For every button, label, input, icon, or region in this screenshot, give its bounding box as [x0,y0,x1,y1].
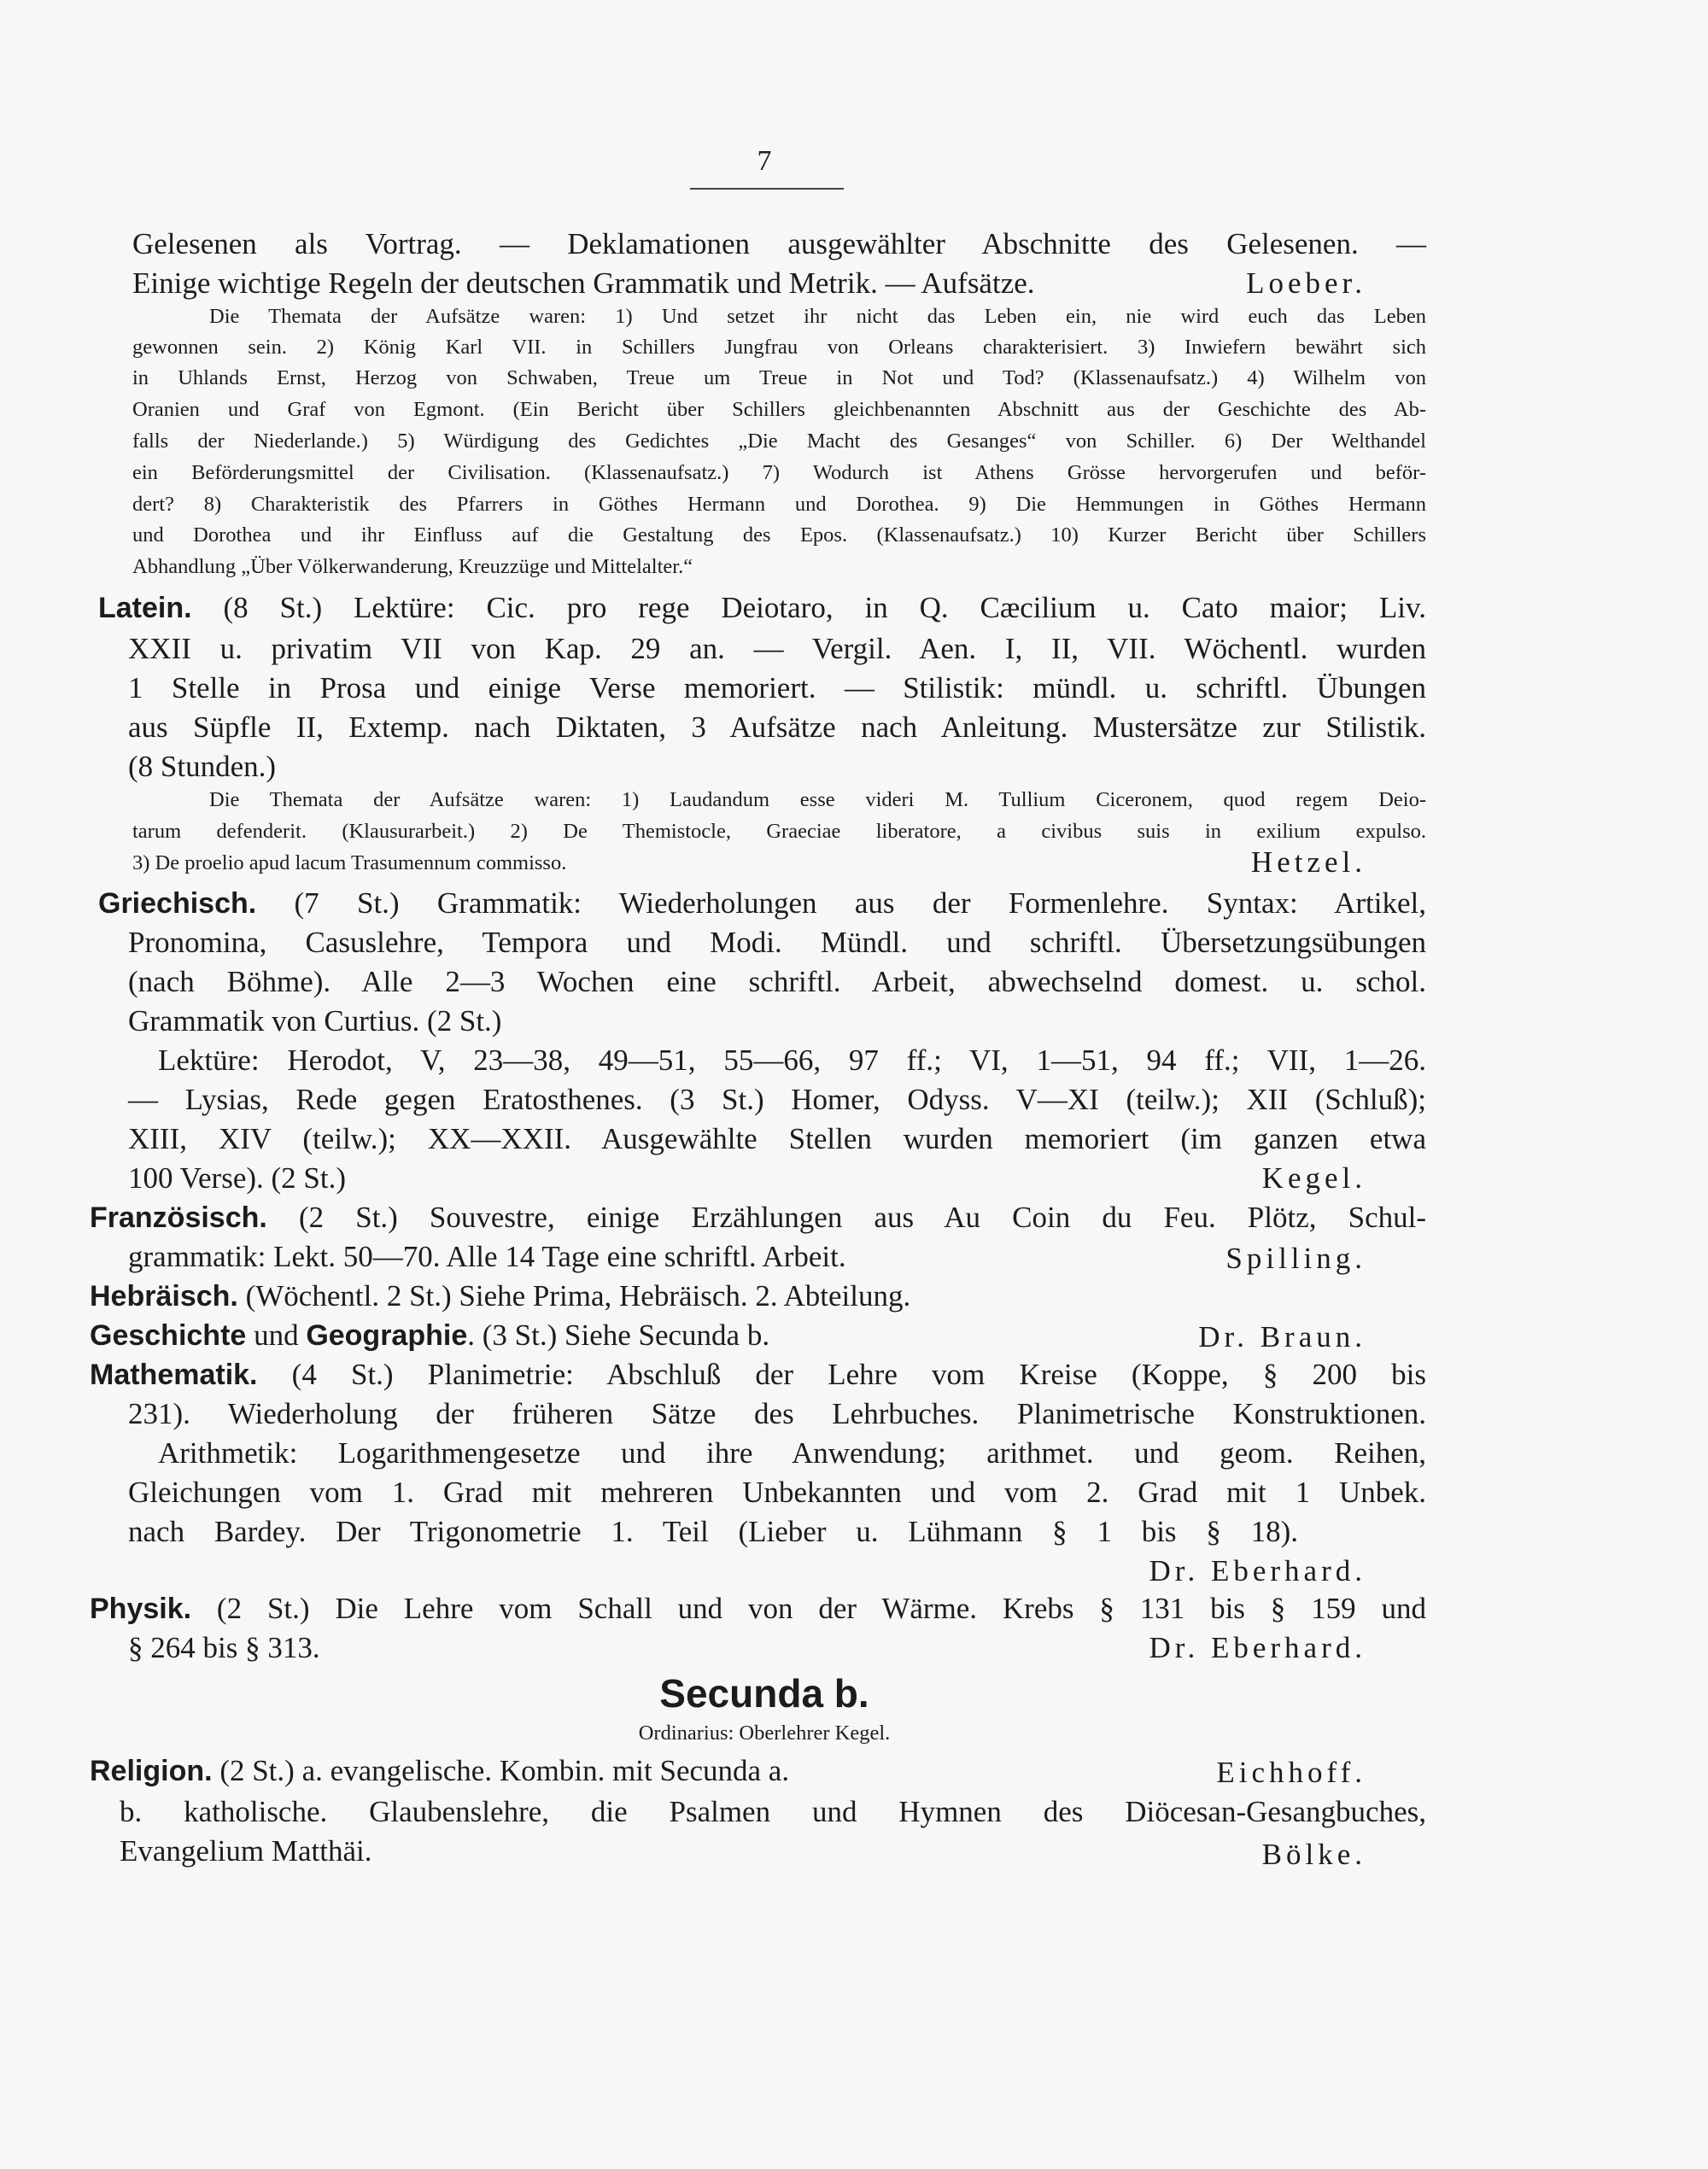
essay-topics-line: Oranien und Graf von Egmont. (Ein Bericht über Schillers gleichbenannten Abschnitt aus der Geschichte des Ab- [132,398,1426,421]
subject-heading: Physik. [90,1593,192,1625]
subject-franzoesisch: Französisch. (2 St.) Souvestre, einige Erzählungen aus Au Coin du Feu. Plötz, Schul- [90,1201,1426,1234]
text-line: 1 Stelle in Prosa und einige Verse memoriert. — Stilistik: mündl. u. schriftl. Übungen [128,671,1426,704]
essay-topics-line: ein Beförderungsmittel der Civilisation. (Klassenaufsatz.) 7) Wodurch ist Athens Grösse hervorgerufen und beför- [132,461,1426,484]
subject-latein: Latein. (8 St.) Lektüre: Cic. pro rege Deiotaro, in Q. Cæcilium u. Cato maior; Liv. [98,591,1426,624]
essay-topics-line: Die Themata der Aufsätze waren: 1) Und setzet ihr nicht das Leben ein, nie wird euch das Leben [209,305,1426,328]
teacher-name: Kegel. [1261,1161,1366,1195]
teacher-name: Dr. Eberhard. [1149,1631,1366,1664]
teacher-name: Loeber. [1246,266,1366,300]
teacher-name: Hetzel. [1250,845,1366,879]
page-number-rule [690,188,844,190]
subject-heading: Mathematik. [90,1359,258,1391]
essay-topics-line: Abhandlung „Über Völkerwanderung, Kreuzzüge und Mittelalter.“ [132,555,693,578]
essay-topics-line: 3) De proelio apud lacum Trasumennum commisso. [132,851,567,874]
subject-heading: Geschichte [90,1319,247,1352]
essay-topics-line: und Dorothea und ihr Einfluss auf die Gestaltung des Epos. (Klassenaufsatz.) 10) Kurzer Bericht über Schillers [132,523,1426,547]
subject-heading: Latein. [98,592,192,624]
text-line: 231). Wiederholung der früheren Sätze des Lehrbuches. Planimetrische Konstruktionen. [128,1397,1426,1430]
teacher-name: Spilling. [1225,1242,1366,1275]
text-line: Gelesenen als Vortrag. — Deklamationen ausgewählter Abschnitte des Gelesenen. — [132,227,1426,260]
text-line: 100 Verse). (2 St.) [128,1161,347,1195]
subject-heading: Hebräisch. [90,1280,238,1313]
teacher-name: Dr. Eberhard. [1149,1554,1366,1587]
subject-physik: Physik. (2 St.) Die Lehre vom Schall und von der Wärme. Krebs § 131 bis § 159 und [90,1592,1426,1625]
page-number: 7 [757,145,772,177]
essay-topics-line: falls der Niederlande.) 5) Würdigung des Gedichtes „Die Macht des Gesanges“ von Schiller. 6) Der Welthandel [132,430,1426,453]
text-line: XXII u. privatim VII von Kap. 29 an. — Vergil. Aen. I, II, VII. Wöchentl. wurden [128,632,1426,665]
subject-mathematik: Mathematik. (4 St.) Planimetrie: Abschluß der Lehre vom Kreise (Koppe, § 200 bis [90,1358,1426,1391]
text-line: aus Süpfle II, Extemp. nach Diktaten, 3 Aufsätze nach Anleitung. Mustersätze zur Stilistik. [128,710,1426,744]
essay-topics-line: tarum defenderit. (Klausurarbeit.) 2) De Themistocle, Graeciae liberatore, a civibus suis in exilium expulso. [132,820,1426,843]
subject-heading: Griechisch. [98,887,257,920]
text-line: Arithmetik: Logarithmengesetze und ihre Anwendung; arithmet. und geom. Reihen, [158,1436,1426,1470]
teacher-name: Dr. Braun. [1198,1320,1366,1353]
section-heading-secunda-b: Secunda b. [659,1671,869,1716]
subject-heading: Religion. [90,1755,213,1787]
text-line: XIII, XIV (teilw.); XX—XXII. Ausgewählte Stellen wurden memoriert (im ganzen etwa [128,1122,1426,1155]
subject-griechisch: Griechisch. (7 St.) Grammatik: Wiederholungen aus der Formenlehre. Syntax: Artikel, [98,886,1426,920]
text-line: Pronomina, Casuslehre, Tempora und Modi. Mündl. und schriftl. Übersetzungsübungen [128,926,1426,959]
subject-religion: Religion. (2 St.) a. evangelische. Kombin. mit Secunda a. [90,1754,790,1787]
text-line: b. katholische. Glaubenslehre, die Psalmen und Hymnen des Diöcesan-Gesangbuches, [120,1795,1426,1828]
text-line: nach Bardey. Der Trigonometrie 1. Teil (Lieber u. Lühmann § 1 bis § 18). [128,1515,1298,1548]
ordinarius-line: Ordinarius: Oberlehrer Kegel. [638,1722,891,1745]
text-line: grammatik: Lekt. 50—70. Alle 14 Tage eine schriftl. Arbeit. [128,1240,846,1273]
subject-heading: Geographie [306,1319,468,1352]
teacher-name: Eichhoff. [1216,1756,1366,1789]
essay-topics-line: gewonnen sein. 2) König Karl VII. in Schillers Jungfrau von Orleans charakterisiert. 3) Inwiefern bewährt sich [132,336,1426,359]
subject-geschichte-geographie: Geschichte und Geographie. (3 St.) Siehe Secunda b. [90,1318,770,1352]
text-line: § 264 bis § 313. [128,1631,320,1664]
essay-topics-line: in Uhlands Ernst, Herzog von Schwaben, Treue um Treue in Not und Tod? (Klassenaufsatz.) 4) Wilhelm von [132,366,1426,389]
text-line: (nach Böhme). Alle 2—3 Wochen eine schriftl. Arbeit, abwechselnd domest. u. schol. [128,965,1426,998]
teacher-name: Bölke. [1261,1838,1366,1871]
text-line: (8 Stunden.) [128,750,277,783]
essay-topics-line: dert? 8) Charakteristik des Pfarrers in Göthes Hermann und Dorothea. 9) Die Hemmungen in Göthes Hermann [132,493,1426,516]
text-line: Gleichungen vom 1. Grad mit mehreren Unbekannten und vom 2. Grad mit 1 Unbek. [128,1476,1426,1509]
text-line: Einige wichtige Regeln der deutschen Grammatik und Metrik. — Aufsätze. [132,266,1035,300]
text-line: — Lysias, Rede gegen Eratosthenes. (3 St.) Homer, Odyss. V—XI (teilw.); XII (Schluß); [128,1083,1426,1116]
text-line: Lektüre: Herodot, V, 23—38, 49—51, 55—66, 97 ff.; VI, 1—51, 94 ff.; VII, 1—26. [158,1044,1426,1077]
subject-hebraeisch: Hebräisch. (Wöchentl. 2 St.) Siehe Prima, Hebräisch. 2. Abteilung. [90,1279,911,1313]
text-line: Evangelium Matthäi. [120,1834,372,1868]
subject-heading: Französisch. [90,1201,267,1234]
essay-topics-line: Die Themata der Aufsätze waren: 1) Laudandum esse videri M. Tullium Ciceronem, quod regem Deio- [209,788,1426,811]
text-line: Grammatik von Curtius. (2 St.) [128,1004,502,1038]
